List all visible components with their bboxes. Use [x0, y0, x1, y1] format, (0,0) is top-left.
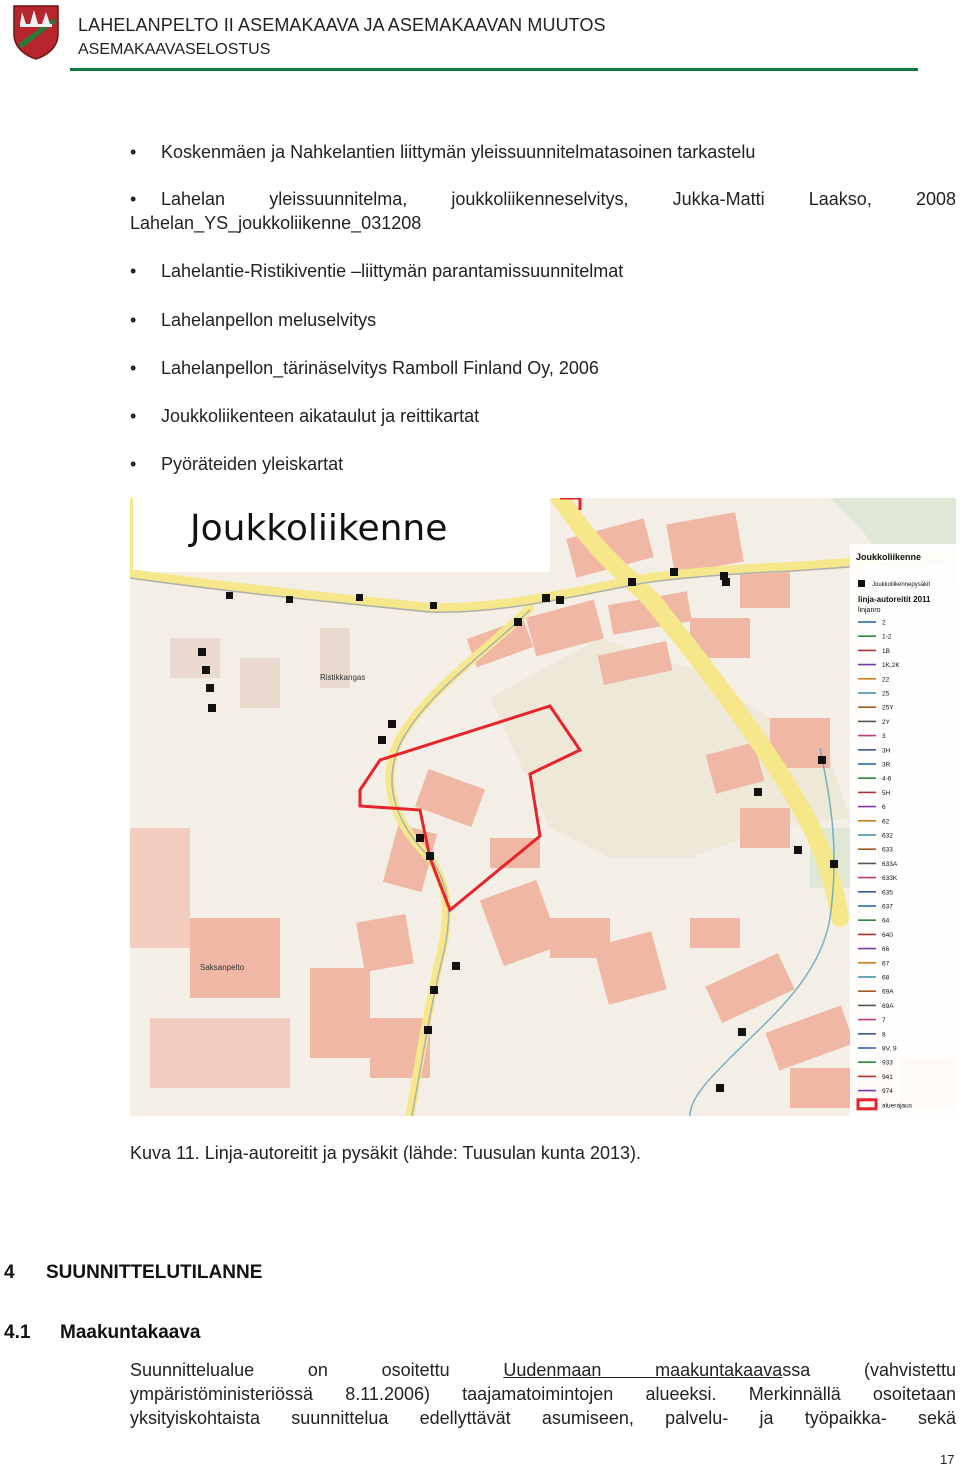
- page-number: 17: [940, 1452, 955, 1467]
- legend-route-label: 974: [882, 1088, 893, 1096]
- legend-route-label: 25Y: [882, 704, 894, 712]
- legend-route-label: 1-2: [882, 633, 892, 641]
- legend-route-label: 1K,2K: [882, 662, 900, 670]
- legend-route-label: 637: [882, 903, 893, 911]
- header-divider: [70, 68, 918, 71]
- legend-route-label: 632: [882, 832, 893, 840]
- legend-route-label: 933: [882, 1059, 893, 1067]
- list-item: • Joukkoliikenteen aikataulut ja reittikartat: [130, 406, 480, 426]
- legend-title: Joukkoliikenne: [856, 552, 922, 562]
- list-item: • Pyöräteiden yleiskartat: [130, 454, 344, 474]
- figure-caption: Kuva 11. Linja-autoreitit ja pysäkit (lähde: Tuusulan kunta 2013).: [130, 1143, 641, 1163]
- page-header: [0, 0, 960, 72]
- legend-route-label: 1B: [882, 647, 890, 655]
- legend-route-label: 7: [882, 1017, 886, 1025]
- map-legend: [850, 544, 956, 1116]
- legend-route-label: 67: [882, 960, 890, 968]
- legend-routes-subtitle: linjanro: [858, 607, 881, 614]
- legend-route-label: 8: [882, 1031, 886, 1039]
- legend-route-label: 64: [882, 917, 890, 925]
- section-heading: 4 SUUNNITTELUTILANNE: [4, 1262, 263, 1283]
- legend-route-label: 4-6: [882, 775, 892, 783]
- legend-route-label: 69A: [882, 1002, 894, 1010]
- municipal-crest-icon: [12, 4, 60, 60]
- legend-route-label: 68: [882, 974, 890, 982]
- legend-route-label: 6: [882, 804, 886, 812]
- legend-route-label: 941: [882, 1073, 893, 1081]
- legend-route-label: 633K: [882, 875, 898, 883]
- legend-routes-title: linja-autoreitit 2011: [858, 595, 931, 604]
- paragraph-line: yksityiskohtaista suunnittelua edellyttävät asumiseen, palvelu- ja työpaikka- sekä: [130, 1408, 956, 1428]
- legend-route-label: 3: [882, 733, 886, 741]
- legend-route-label: 635: [882, 889, 893, 897]
- header-subtitle: ASEMAKAAVASELOSTUS: [78, 41, 271, 58]
- map-title: Joukkoliikenne: [190, 508, 448, 549]
- list-item: • Lahelanpellon meluselvitys: [130, 310, 377, 330]
- legend-route-label: 66: [882, 946, 890, 954]
- legend-route-label: 25: [882, 690, 890, 698]
- legend-route-label: 5H: [882, 789, 891, 797]
- subsection-heading: 4.1 Maakuntakaava: [4, 1322, 201, 1343]
- regional-plan-link[interactable]: Uudenmaan maakuntakaava: [503, 1360, 783, 1380]
- legend-route-label: 3R: [882, 761, 891, 769]
- list-item-continuation: Lahelan_YS_joukkoliikenne_031208: [130, 213, 422, 233]
- list-item: • Koskenmäen ja Nahkelantien liittymän yleissuunnitelmatasoinen tarkastelu: [130, 142, 756, 162]
- legend-route-label: 8V, 9: [882, 1045, 897, 1053]
- legend-route-label: aluerajaus: [882, 1102, 912, 1110]
- legend-route-label: 62: [882, 818, 890, 826]
- transit-map: [130, 498, 956, 1116]
- legend-route-label: 640: [882, 931, 893, 939]
- legend-route-label: 633: [882, 846, 893, 854]
- header-title: LAHELANPELTO II ASEMAKAAVA JA ASEMAKAAVAN MUUTOS: [78, 15, 606, 35]
- legend-stop-label: Joukkoliikennepysäkit: [872, 582, 931, 588]
- list-item: • Lahelantie-Ristikiventie –liittymän parantamissuunnitelmat: [130, 261, 624, 281]
- legend-route-label: 3H: [882, 747, 891, 755]
- legend-route-label: 2Y: [882, 718, 890, 726]
- body-paragraph: [130, 1358, 956, 1430]
- list-item: • Lahelan yleissuunnitelma, joukkoliikenneselvitys, Jukka-Matti Laakso, 2008: [130, 189, 956, 209]
- place-label-saksanpelto: Saksanpelto: [200, 963, 245, 972]
- place-label-ristikkangas: Ristikkangas: [320, 673, 366, 682]
- list-item: • Lahelanpellon_tärinäselvitys Ramboll Finland Oy, 2006: [130, 358, 599, 378]
- paragraph-line: Suunnittelualue on osoitettu Uudenmaan maakuntakaavassa (vahvistettu: [130, 1360, 956, 1380]
- legend-route-label: 633A: [882, 860, 898, 868]
- legend-route-label: 2: [882, 619, 886, 627]
- paragraph-line: ympäristöministeriössä 8.11.2006) taajamatoimintojen alueeksi. Merkinnällä osoitetaan: [130, 1384, 956, 1404]
- legend-route-label: 69A: [882, 988, 894, 996]
- legend-route-label: 22: [882, 676, 890, 684]
